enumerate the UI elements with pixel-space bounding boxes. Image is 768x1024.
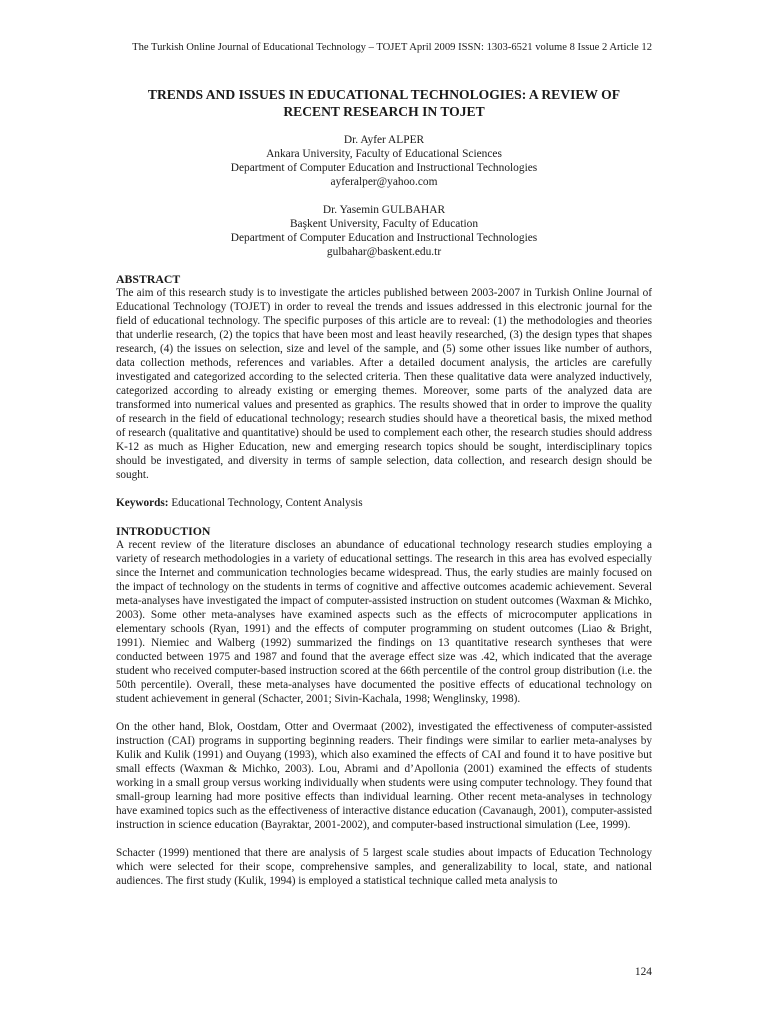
author-block-2	[116, 203, 652, 259]
author-name: Dr. Yasemin GULBAHAR	[322, 204, 446, 216]
keywords-text: Educational Technology, Content Analysis	[168, 497, 363, 509]
page-number: 124	[634, 966, 652, 978]
author-affiliation: Başkent University, Faculty of Education	[289, 218, 479, 230]
author-email: gulbahar@baskent.edu.tr	[326, 246, 442, 258]
abstract-text: The aim of this research study is to investigate the articles published between 2003-2007 in Turkish Online Journal of Educational Technology (TOJET) in order to reveal the trends and issues addressed in this electronic journal for the field of educational technology. The specific purposes of this article are to reveal: (1) the methodologies and theories that underlie research, (2) the topics that have been most and least heavily researched, (3) the design types that shapes research, (4) the issues on selection, size and level of the sample, and (5) some other issues like number of authors, data collection methods, references and variables. After a detailed document analysis, the articles are carefully investigated and categorized according to the selected criteria. Then these qualitative data were analyzed inductively, categorized according to already existing or emerging themes. Moreover, some parts of the analyzed data are transformed into numerical values and presented as graphics. The results showed that in order to improve the quality of research in the field of educational technology; research studies should have a theoretical basis, the mixed method of research (qualitative and quantitative) should be used to complement each other, the research studies should address K-12 as much as Higher Education, new and emerging research topics should be sought, interdisciplinary topics should be investigated, and diversity in terms of sample selection, data collection, and research design should be sought.	[116, 287, 652, 481]
author-affiliation: Ankara University, Faculty of Educational Sciences	[266, 148, 502, 160]
author-name: Dr. Ayfer ALPER	[343, 134, 425, 146]
paper-title	[116, 86, 652, 120]
introduction-paragraph-3: Schacter (1999) mentioned that there are analysis of 5 largest scale studies about impacts of Education Technology which were selected for their scope, comprehensive samples, and generalizability to local, state, and national audiences. The first study (Kulik, 1994) is employed a statistical technique called meta analysis to	[116, 847, 652, 887]
keywords-line	[116, 496, 652, 510]
author-email: ayferalper@yahoo.com	[330, 176, 438, 188]
introduction-heading: INTRODUCTION	[116, 524, 211, 538]
paper-title-line-2: RECENT RESEARCH IN TOJET	[283, 104, 485, 119]
introduction-paragraph-1: A recent review of the literature discloses an abundance of educational technology research studies employing a variety of research methodologies in a variety of educational settings. The research in this area has evolved especially since the Internet and communication technologies became widespread. Thus, the early studies are mainly focused on the impact of technology on the students in terms of cognitive and affective outcomes academic achievement. Several meta-analyses have investigated the impact of computer-assisted instruction on student outcomes (Waxman & Michko, 2003). Some other meta-analyses have examined aspects such as the effects of microcomputer applications in elementary schools (Ryan, 1991) and the effects of computer programming on student outcomes (Liao & Bright, 1991). Niemiec and Walberg (1992) summarized the findings on 13 quantitative research syntheses that were conducted between 1975 and 1987 and found that the average effect size was .42, which indicated that the average student who received computer-based instruction scored at the 66th percentile of the control group distribution (i.e. the 50th percentile). Overall, these meta-analyses have documented the positive effects of educational technology on student achievement in general (Schacter, 2001; Sivin-Kachala, 1998; Wenglinsky, 1998).	[116, 539, 652, 705]
introduction-paragraph-2: On the other hand, Blok, Oostdam, Otter and Overmaat (2002), investigated the effectiveness of computer-assisted instruction (CAI) programs in supporting beginning readers. Their findings were similar to earlier meta-analyses by Kulik and Kulik (1991) and Ouyang (1993), which also examined the effects of CAI and found it to have positive but small effects (Waxman & Michko, 2003). Lou, Abrami and d’Apollonia (2001) examined the effects of students working in a small group versus working individually when students were using computer technology. They found that small-group learning had more positive effects than individual learning. Other recent meta-analyses in technology have examined topics such as the effectiveness of interactive distance education (Cavanaugh, 2001), computer-assisted instruction in science education (Bayraktar, 2001-2002), and computer-based instructional simulation (Lee, 1999).	[116, 721, 652, 831]
author-block-1	[116, 133, 652, 189]
abstract-heading: ABSTRACT	[116, 272, 181, 286]
paper-body	[116, 272, 652, 888]
author-department: Department of Computer Education and Instructional Technologies	[230, 162, 538, 174]
author-department: Department of Computer Education and Instructional Technologies	[230, 232, 538, 244]
paper-title-line-1: TRENDS AND ISSUES IN EDUCATIONAL TECHNOLOGIES: A REVIEW OF	[147, 87, 621, 102]
keywords-label: Keywords:	[116, 497, 169, 509]
running-header: The Turkish Online Journal of Educational Technology – TOJET April 2009 ISSN: 1303-6521 volume 8 Issue 2 Article 12	[132, 42, 652, 53]
